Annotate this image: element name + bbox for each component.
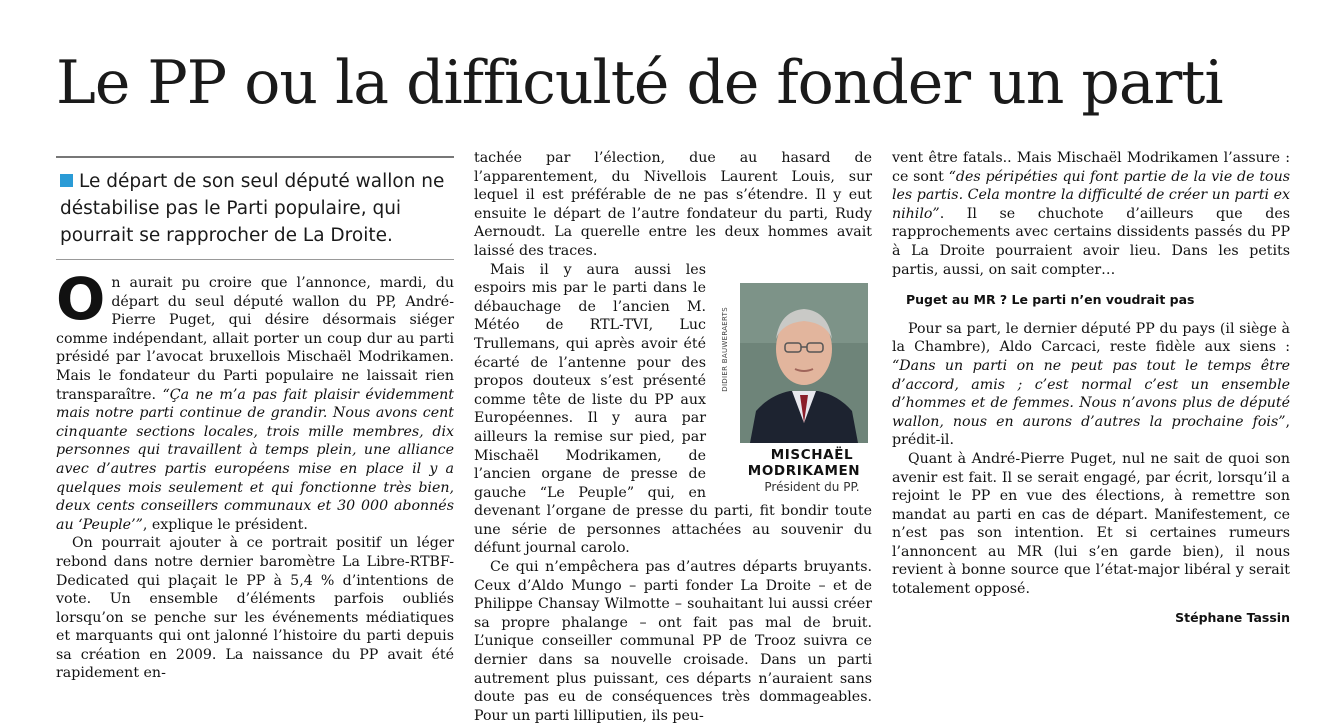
subheading: Puget au MR ? Le parti n’en voudrait pas (906, 292, 1195, 308)
intro-top-rule (56, 156, 454, 158)
paragraph: Quant à André-Pierre Puget, nul ne sait de quoi son avenir est fait. Il se serait engagé, par écrit, lorsqu’il a rejoint le PP en vue des élections, à remettre son mandat au parti en cas de départ. Manifestement, ce n’est pas son intention. Et si certaines rumeurs l’annoncent au MR (lui s’en garde bien), il nous revient à bonne source que l’état-major libéral y serait totalement opposé. (892, 450, 1290, 598)
paragraph: On aurait pu croire que l’annonce, mardi, du départ du seul député wallon du PP, André-Pierre Puget, qui désire désormais siéger comme indépendant, allait porter un coup dur au parti présidé par l’avocat bruxellois Mischaël Modrikamen. Mais le fondateur du Parti populaire ne laissait rien transparaître. “Ça ne m’a pas fait plaisir évidemment mais notre parti continue de grandir. Nous avons cent cinquante sections locales, trois mille membres, dix personnes qui travaillent à temps plein, une alliance avec d’autres partis européens mise en place il y a quelques mois seulement et qui fonctionne très bien, deux cents conseillers communaux et 30 000 abonnés au ‘Peuple’”, explique le président. (56, 265, 455, 533)
caption-name: MISCHAËL MODRIKAMEN (747, 446, 861, 479)
paragraph: Ce qui n’empêchera pas d’autres départs bruyants. Ceux d’Aldo Mungo – parti fonder La Droite – et de Philippe Chansay Wilmotte – souhaitant lui aussi créer sa propre phalange – ont fait pas mal de bruit. L’unique conseiller communal PP de Trooz suivra ce dernier dans sa nouvelle croisade. Dans un parti autrement plus puissant, ces départs n’auraient sans doute pas eu de conséquences très dommageables. Pour un parti lilliputien, ils peu- (474, 559, 872, 724)
paragraph: Pour sa part, le dernier député PP du pays (il siège à la Chambre), Aldo Carcaci, reste fidèle aux siens : “Dans un parti on ne peut pas tout le temps être d’accord, amis ; c’est normal c’est un ensemble d’hommes et de femmes. Nous n’avons plus de député wallon, nous en aurons d’autres la prochaine fois”, prédit-il. (892, 320, 1290, 449)
portrait-image (740, 283, 868, 443)
quote: “Ça ne m’a pas fait plaisir évidemment mais notre parti continue de grandir. Nous avons cent cinquante sections locales, trois mille membres, dix personnes qui travaillent à temps plein, une alliance avec d’autres partis européens mise en place il y a quelques mois seulement et qui fonctionne très bien, deux cents conseillers communaux et 30 000 abonnés au ‘Peuple’” (56, 386, 455, 533)
intro-bottom-rule (56, 259, 454, 260)
drop-cap: O (56, 265, 106, 333)
photo-block (716, 283, 872, 495)
caption-role: Président du PP. (764, 479, 860, 494)
paragraph: tachée par l’élection, due au hasard de l’apparentement, du Nivellois Laurent Louis, sur lequel il est préférable de ne pas s’étendre. Il y eut ensuite le départ de l’autre fondateur du parti, Rudy Aernoudt. La querelle entre les deux hommes avait laissé des traces. (474, 150, 872, 259)
blue-square-icon (60, 174, 73, 187)
quote: “des péripéties qui font partie de la vie de tous les partis. Cela montre la difficulté de créer un parti ex nihilo” (892, 168, 1290, 222)
headline: Le PP ou la difficulté de fonder un parti (56, 48, 1223, 118)
paragraph: DIDIER BAUWERAERTS MISCHAËL MODRIKAMEN Président du PP. Mais il y aura aussi les espoirs mis par le parti dans le débauchage de l’ancien M. Météo de RTL-TVI, Luc Trullemans, qui après avoir été écarté de l’antenne pour des propos douteux s’est présenté comme tête de liste du PP aux Européennes. Il y aura par ailleurs la remise sur pied, par Mischaël Modrikamen, de l’ancien organe de presse de gauche “Le Peuple” qui, en devenant l’organe de presse du parti, fit bondir toute une série de personnes attachées au souvenir du défunt journal carolo. (474, 261, 872, 557)
paragraph: vent être fatals.. Mais Mischaël Modrikamen l’assure : ce sont “des péripéties qui font partie de la vie de tous les partis. Cela montre la difficulté de créer un parti ex nihilo”. Il se chuchote d’ailleurs que des rapprochements avec certains dissidents passés du PP à La Droite pourraient avoir lieu. Dans les petits partis, aussi, on sait compter… (892, 150, 1290, 278)
photo-credit: DIDIER BAUWERAERTS (721, 306, 729, 392)
column-3 (892, 149, 1290, 627)
paragraph: On pourrait ajouter à ce portrait positif un léger rebond dans notre dernier baromètre La Libre-RTBF-Dedicated qui plaçait le PP à 5,4 % d’intentions de vote. Un ensemble d’éléments parfois oubliés lorsqu’on se penche sur les événements médiatiques et marquants qui ont jalonné l’histoire du parti depuis sa création en 2009. La naissance du PP avait été rapidement en- (56, 535, 454, 682)
portrait-photo (740, 283, 868, 443)
column-2 (474, 149, 872, 725)
byline: Stéphane Tassin (1175, 609, 1290, 625)
column-1 (56, 156, 454, 683)
intro-text: Le départ de son seul député wallon ne déstabilise pas le Parti populaire, qui pourrait se rapprocher de La Droite. (60, 171, 445, 246)
quote: “Dans un parti on ne peut pas tout le temps être d’accord, amis ; c’est normal c’est un ensemble d’hommes et de femmes. Nous n’avons plus de député wallon, nous en aurons d’autres la prochaine fois” (892, 357, 1290, 430)
intro-box (56, 168, 454, 249)
